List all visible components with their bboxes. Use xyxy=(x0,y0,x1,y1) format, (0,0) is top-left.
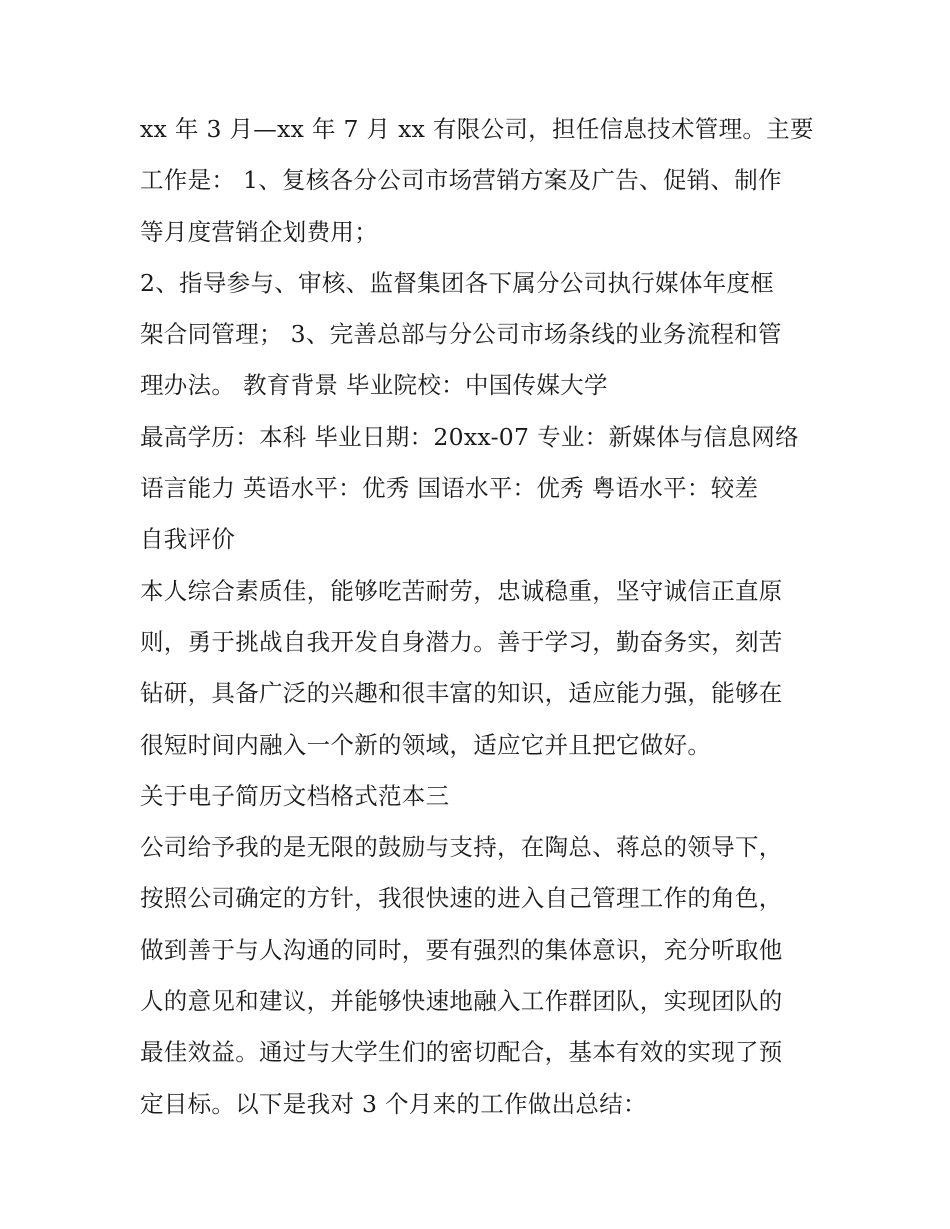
text-line: 则，勇于挑战自我开发自身潜力。善于学习，勤奋务实，刻苦 xyxy=(140,627,783,656)
text-line: 人的意见和建议，并能够快速地融入工作群团队，实现团队的 xyxy=(140,987,783,1016)
text-line: 架合同管理； 3、完善总部与分公司市场条线的业务流程和管 xyxy=(140,320,782,349)
text-line: 公司给予我的是无限的鼓励与支持，在陶总、蒋总的领导下， xyxy=(140,833,783,862)
text-line: 工作是： 1、复核各分公司市场营销方案及广告、促销、制作 xyxy=(140,166,782,195)
text-line: 最高学历：本科 毕业日期：20xx-07 专业：新媒体与信息网络 xyxy=(140,422,799,451)
text-line: 很短时间内融入一个新的领域，适应它并且把它做好。 xyxy=(140,730,712,759)
text-line: 理办法。 教育背景 毕业院校：中国传媒大学 xyxy=(140,371,608,400)
text-line: xx 年 3 月—xx 年 7 月 xx 有限公司，担任信息技术管理。主要 xyxy=(140,115,814,143)
text-line: 语言能力 英语水平：优秀 国语水平：优秀 粤语水平：较差 xyxy=(140,474,759,503)
section-heading: 自我评价 xyxy=(140,525,236,554)
text-line: 等月度营销企划费用； xyxy=(140,217,378,246)
text-line: 钻研，具备广泛的兴趣和很丰富的知识，适应能力强，能够在 xyxy=(140,679,783,708)
text-line: 做到善于与人沟通的同时，要有强烈的集体意识，充分听取他 xyxy=(140,935,783,964)
text-line: 定目标。以下是我对 3 个月来的工作做出总结： xyxy=(140,1089,647,1118)
text-line: 最佳效益。通过与大学生们的密切配合，基本有效的实现了预 xyxy=(140,1038,783,1067)
document-body xyxy=(140,104,820,1130)
section-heading: 关于电子简历文档格式范本三 xyxy=(140,781,450,810)
text-line: 2、指导参与、审核、监督集团各下属分公司执行媒体年度框 xyxy=(140,268,775,297)
text-line: 按照公司确定的方针，我很快速的进入自己管理工作的角色， xyxy=(140,884,783,913)
text-line: 本人综合素质佳，能够吃苦耐劳，忠诚稳重，坚守诚信正直原 xyxy=(140,576,783,605)
